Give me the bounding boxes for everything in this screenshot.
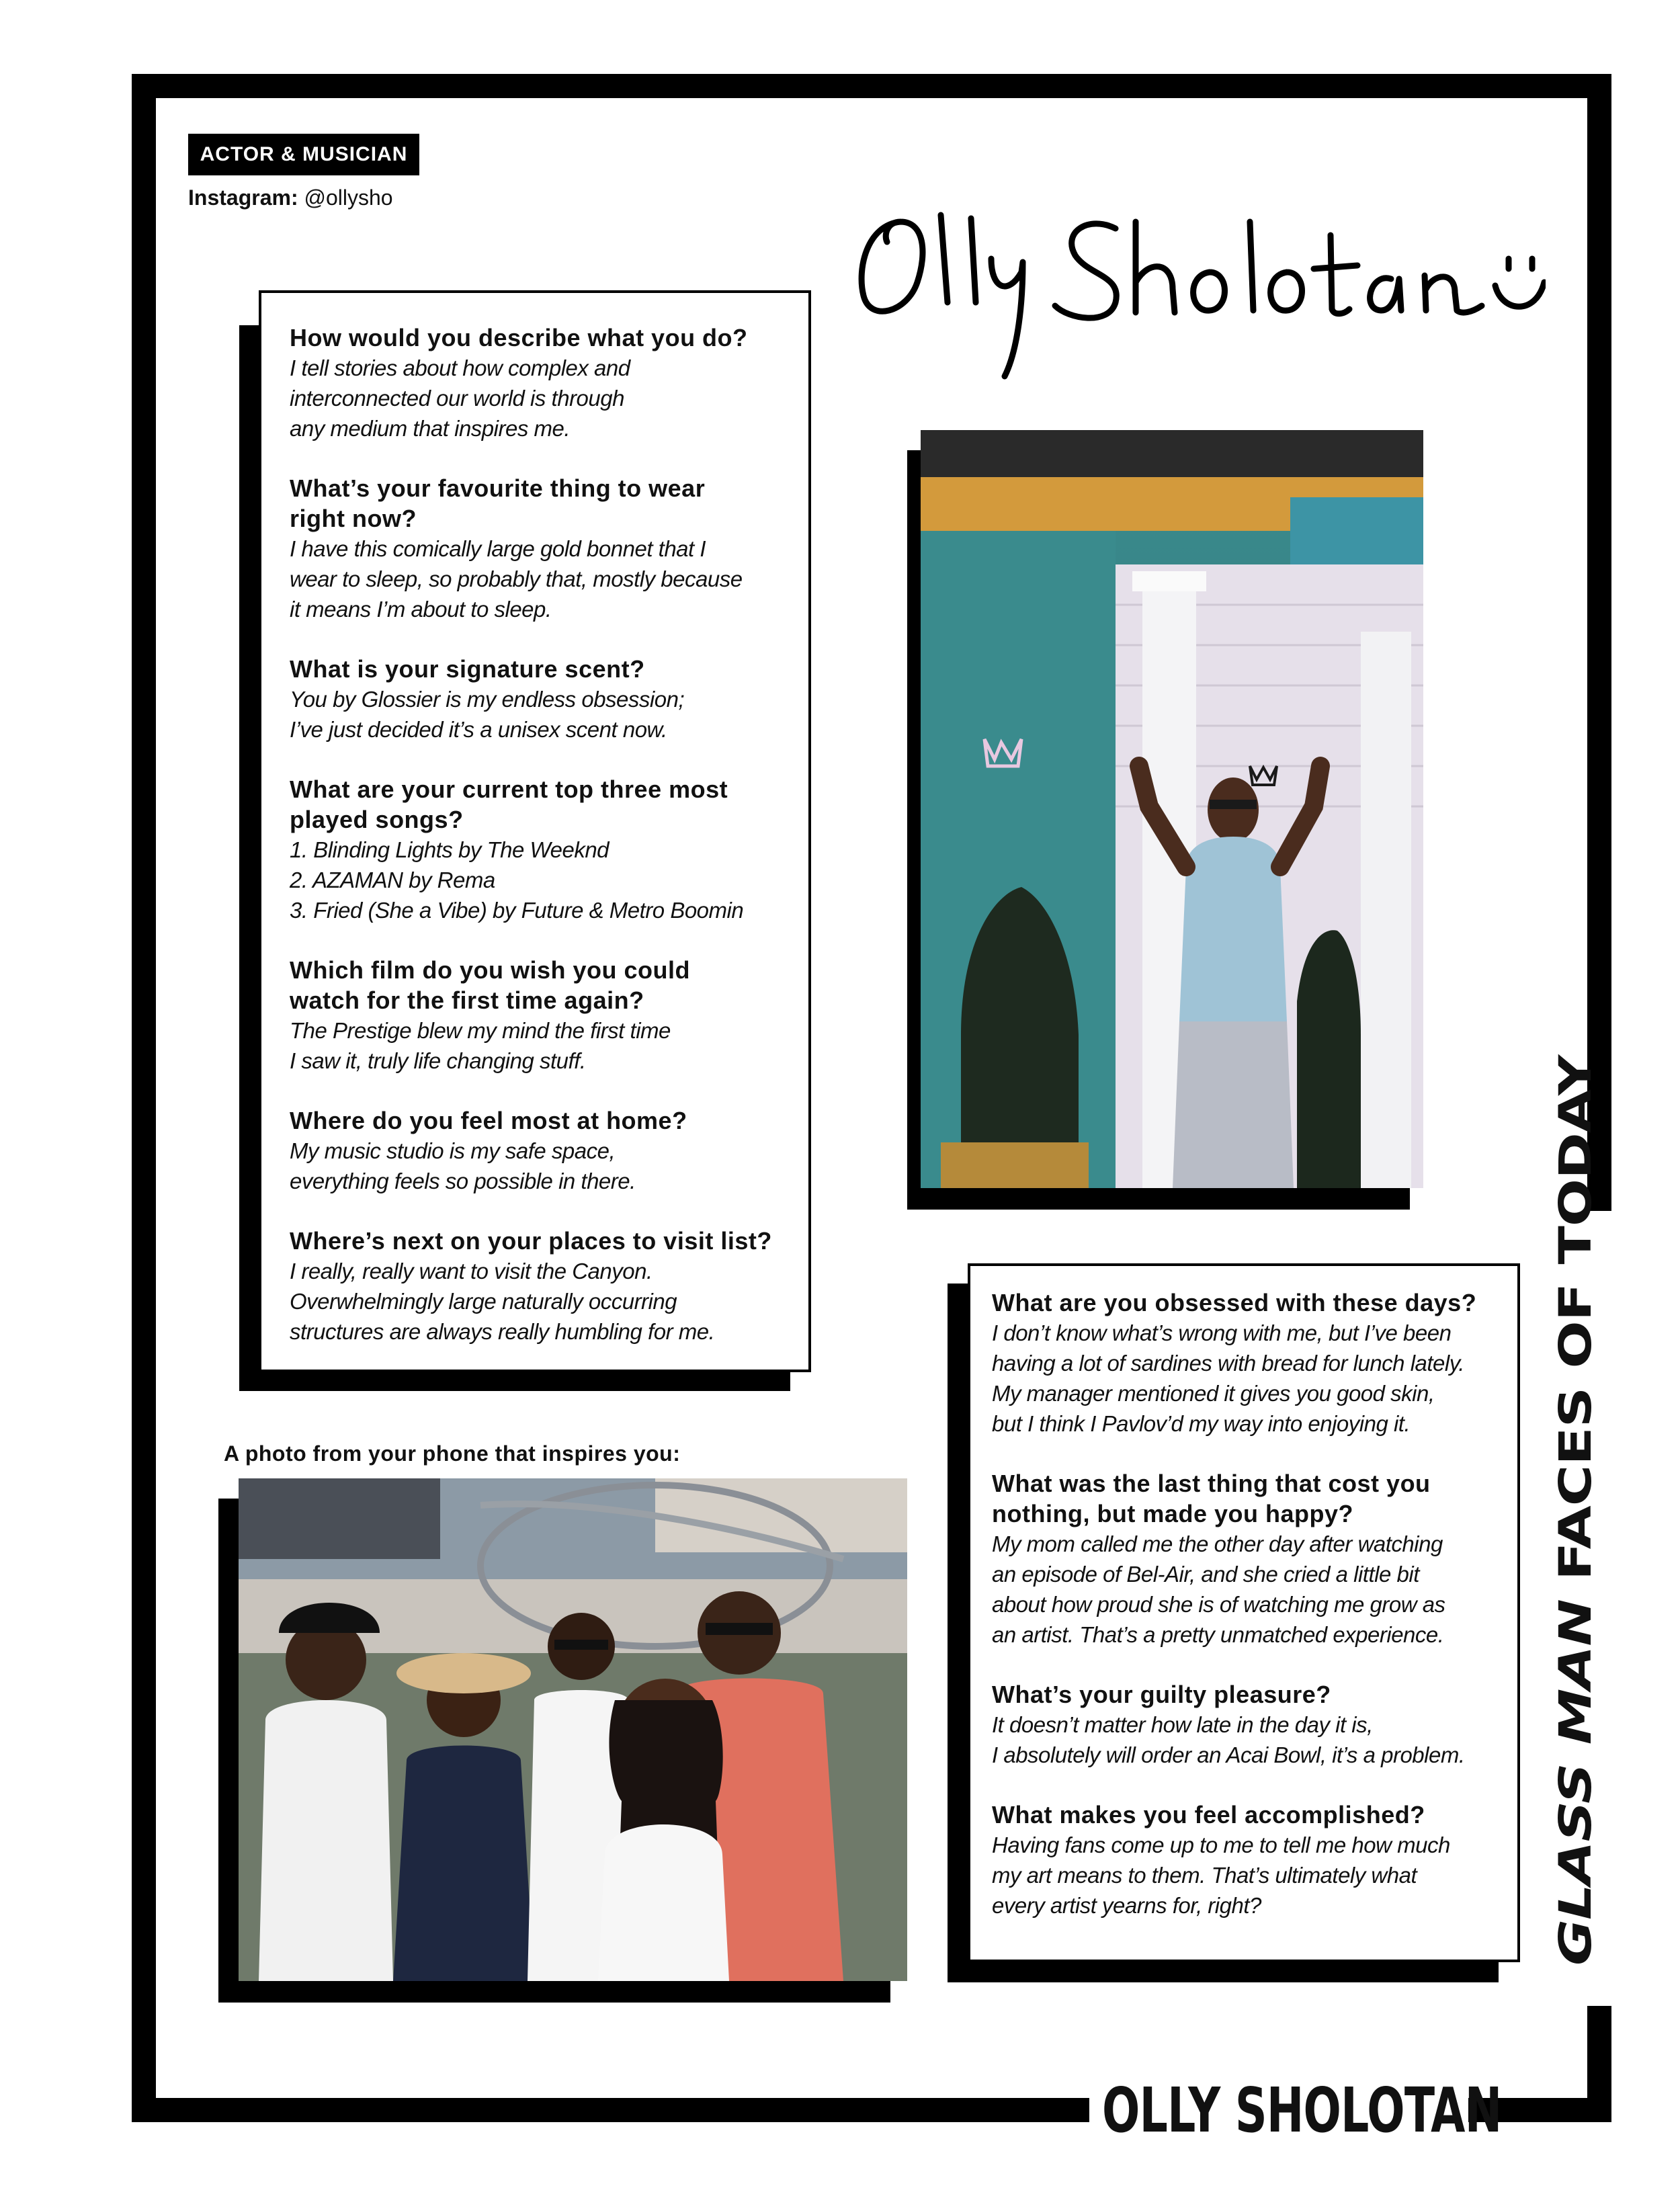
question-line: What are you obsessed with these days? (992, 1289, 1477, 1316)
answer-line: My mom called me the other day after watching (992, 1531, 1443, 1556)
answer-line: an episode of Bel-Air, and she cried a little bit (992, 1562, 1419, 1587)
answer-line: The Prestige blew my mind the first time (290, 1018, 671, 1043)
answer-line: My music studio is my safe space, (290, 1138, 616, 1163)
answer-line: structures are always really humbling for me. (290, 1319, 715, 1344)
question-line: What is your signature scent? (290, 655, 645, 683)
instagram-handle[interactable]: @ollysho (304, 185, 393, 210)
frame-left-border (132, 74, 156, 2122)
answer-line: it means I’m about to sleep. (290, 597, 552, 622)
frame-right-border-upper (1587, 74, 1611, 1211)
left-qa-box (259, 290, 811, 1372)
answer-line: Having fans come up to me to tell me how much (992, 1833, 1450, 1857)
qa-item (290, 774, 808, 925)
answer-line: my art means to them. That’s ultimately what (992, 1863, 1417, 1888)
instagram-line (188, 185, 393, 210)
answer-line: 3. Fried (She a Vibe) by Future & Metro Boomin (290, 898, 744, 923)
answer-line: I saw it, truly life changing stuff. (290, 1048, 586, 1073)
answer-line: It doesn’t matter how late in the day it is, (992, 1712, 1373, 1737)
right-qa-box (968, 1263, 1520, 1962)
side-title-part2: FACES OF TODAY (1550, 1055, 1601, 1600)
question-line: What’s your guilty pleasure? (992, 1681, 1331, 1708)
answer-line: 2. AZAMAN by Rema (290, 868, 495, 892)
answer-line: I really, really want to visit the Canyon. (290, 1259, 653, 1284)
answer-line: wear to sleep, so probably that, mostly because (290, 566, 743, 591)
answer-line: every artist yearns for, right? (992, 1893, 1261, 1918)
qa-item (290, 654, 808, 745)
question-line: played songs? (290, 806, 464, 833)
answer-line: 1. Blinding Lights by The Weeknd (290, 837, 610, 862)
answer-line: My manager mentioned it gives you good skin, (992, 1381, 1435, 1406)
instagram-label: Instagram: (188, 185, 298, 210)
answer-line: I don’t know what’s wrong with me, but I’ve been (992, 1320, 1452, 1345)
qa-item (992, 1679, 1517, 1770)
portrait-photo (921, 430, 1423, 1188)
answer-line: interconnected our world is through (290, 386, 624, 411)
question-line: Which film do you wish you could (290, 956, 690, 984)
footer-name: OLLY SHOLOTAN (1102, 2074, 1502, 2146)
qa-item (290, 1226, 808, 1347)
question-line: watch for the first time again? (290, 986, 644, 1014)
answer-line: I have this comically large gold bonnet that I (290, 536, 706, 561)
signature-handwriting (847, 195, 1546, 396)
answer-line: everything feels so possible in there. (290, 1169, 636, 1193)
qa-item (290, 323, 808, 444)
question-line: What was the last thing that cost you (992, 1470, 1431, 1497)
answer-line: I tell stories about how complex and (290, 355, 630, 380)
answer-line: I’ve just decided it’s a unisex scent now. (290, 717, 667, 742)
question-line: What’s your favourite thing to wear (290, 474, 706, 502)
qa-item (992, 1468, 1517, 1650)
answer-line: Overwhelmingly large naturally occurring (290, 1289, 677, 1314)
category-tag: ACTOR & MUSICIAN (188, 134, 419, 175)
signature-text: Olly Sholotan (1172, 384, 1220, 393)
answer-line: any medium that inspires me. (290, 416, 571, 441)
answer-line: I absolutely will order an Acai Bowl, it’s a problem. (992, 1742, 1465, 1767)
qa-item (992, 1800, 1517, 1921)
question-line: Where do you feel most at home? (290, 1107, 687, 1134)
frame-bottom-border-left (132, 2098, 1089, 2122)
qa-item (290, 1105, 808, 1196)
photo-caption: A photo from your phone that inspires you: (224, 1441, 681, 1466)
question-line: What makes you feel accomplished? (992, 1801, 1425, 1828)
side-title-part1: GLASS MAN (1550, 1599, 1601, 1966)
question-line: How would you describe what you do? (290, 324, 748, 351)
question-line: right now? (290, 505, 417, 532)
question-line: Where’s next on your places to visit list? (290, 1227, 772, 1255)
question-line: nothing, but made you happy? (992, 1500, 1353, 1527)
answer-line: but I think I Pavlov’d my way into enjoying it. (992, 1411, 1411, 1436)
answer-line: about how proud she is of watching me grow as (992, 1592, 1445, 1617)
qa-item (290, 955, 808, 1076)
answer-line: an artist. That’s a pretty unmatched experience. (992, 1622, 1444, 1647)
frame-top-border (132, 74, 1611, 98)
qa-item (992, 1288, 1517, 1439)
answer-line: having a lot of sardines with bread for lunch lately. (992, 1351, 1464, 1376)
group-photo (239, 1478, 907, 1981)
answer-line: You by Glossier is my endless obsession; (290, 687, 685, 712)
qa-item (290, 473, 808, 624)
side-title (1550, 1055, 1601, 1966)
question-line: What are your current top three most (290, 775, 728, 803)
